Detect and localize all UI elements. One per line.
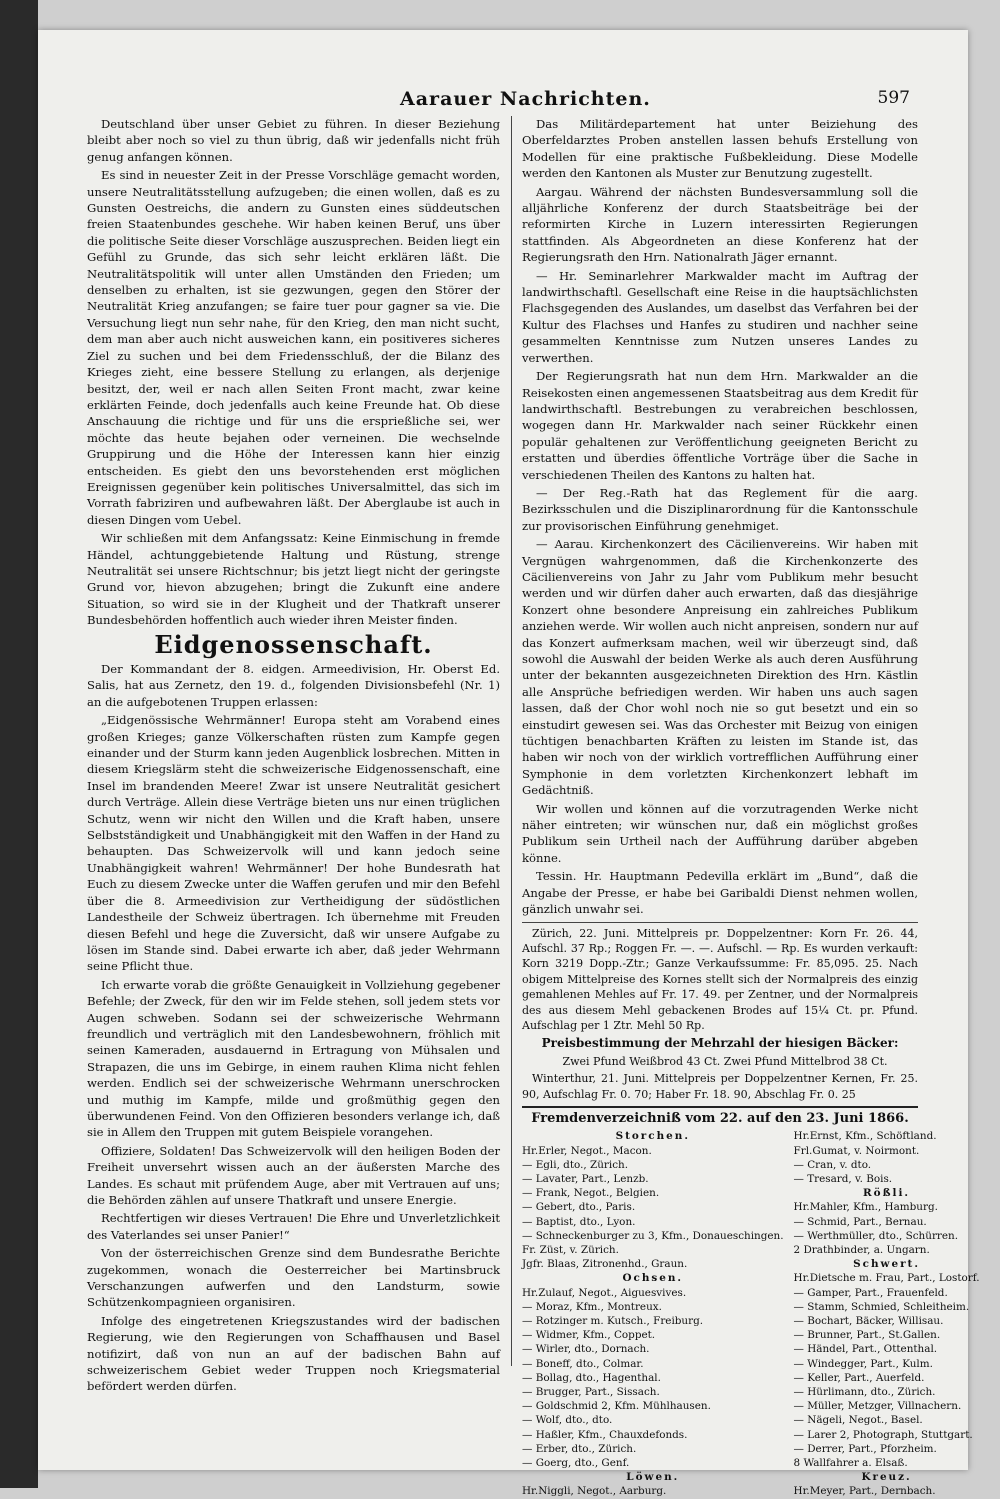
left-articles-top bbox=[87, 116, 500, 629]
hotel-name: Kreuz. bbox=[861, 1471, 912, 1484]
guest-entry: — Goerg, dto., Genf. bbox=[522, 1457, 630, 1470]
article-paragraph: Ich erwarte vorab die größte Genauigkeit in Vollziehung gegebener Befehle; der Zweck, für den wir im Felde stehen, soll jedem stets vor Augen schweben. Sodann sei der schweizerische Wehrmann freundlich und verträglich mit den Landesbewohnern, fröhlich mit seinen Kameraden, ausdauernd in Ertragung von Mühsalen und Strapazen, die uns im Gebirge, in einem rauhen Klima nicht fehlen werden. Endlich sei der schweizerische Wehrmann unerschrocken und muthig im Kampfe, milde und großmüthig gegen den überwundenen Feind. Von den Offizieren besonders verlange ich, daß sie in Allem den Truppen mit gutem Beispiele vorangehen. bbox=[87, 977, 500, 1140]
guest-entry: — Schmid, Part., Bernau. bbox=[793, 1215, 927, 1228]
guest-entry: — Müller, Metzger, Villnachern. bbox=[793, 1400, 962, 1413]
article-paragraph: — Der Reg.-Rath hat das Reglement für die aarg. Bezirksschulen und die Disziplinarordnung für die Kantonsschule zur provisorischen Einführung genehmiget. bbox=[522, 485, 918, 533]
guest-entry: Frl.Gumat, v. Noirmont. bbox=[793, 1144, 920, 1157]
market-paragraphs bbox=[522, 926, 918, 1034]
guest-entry: — Hürlimann, dto., Zürich. bbox=[793, 1386, 936, 1399]
left-articles-bottom bbox=[87, 661, 500, 1395]
right-column bbox=[522, 116, 980, 1498]
guest-entry: — Händel, Part., Ottenthal. bbox=[793, 1343, 938, 1356]
article-paragraph: Aargau. Während der nächsten Bundesversammlung soll die alljährliche Konferenz der durch Staatsbeiträge bei der reformirten Kirche in Luzern interessirten Regierungen stattfinden. Als Abgeordneten an diese Konferenz hat der Regierungsrath den Hrn. Nationalrath Jäger ernannt. bbox=[522, 184, 918, 265]
article-paragraph: Es sind in neuester Zeit in der Presse Vorschläge gemacht worden, unsere Neutralitätsstellung aufzugeben; die einen wollen, daß es zu Gunsten Oestreichs, die andern zu Gunsten eines süddeutschen freien Staatenbundes geschehe. Wir haben keinen Beruf, uns über die politische Seite dieser Vorschläge auszusprechen. Beiden liegt ein Gefühl zu Grunde, das sich sehr leicht erklären läßt. Die Neutralitätspolitik will unter allen Umständen den Frieden; um denselben zu erhalten, ist sie gezwungen, gegen den Störer der Neutralität Krieg anzufangen; se faire tuer pour gagner sa vie. Die Versuchung liegt nun sehr nahe, für den Krieg, den man nicht sucht, dem man aber auch nicht ausweichen kann, ein positiveres sicheres Ziel zu suchen und bei dem Friedensschluß, der die Bilanz des Krieges zieht, eine bessere Stellung zu erlangen, als derjenige besitzt, der, weil er nach allen Seiten Front macht, zwar keine erklärten Feinde, doch jedenfalls auch keine Freunde hat. Ob diese Anschauung die richtige und für uns die ersprießliche sei, wer möchte das heute bejahen oder verneinen. Die wechselnde Gruppirung und die Höhe der Interessen kann hier einzig entscheiden. Es giebt den uns bevorstehenden erst möglichen Ereignissen gegenüber kein politisches Universalmittel, das sich im Vorrath fabriziren und aufbewahren läßt. Der Aberglaube ist auch in diesen Dingen vom Uebel. bbox=[87, 168, 500, 527]
bread-price-line: Zwei Pfund Weißbrod 43 Ct. Zwei Pfund Mittelbrod 38 Ct. bbox=[562, 1054, 888, 1068]
article-paragraph: — Hr. Seminarlehrer Markwalder macht im Auftrag der landwirthschaftl. Gesellschaft eine Reise in die hauptsächlichsten Flachsgegenden des Auslandes, um daselbst das Verfahren bei der Kultur des Flachses und Hanfes zu studiren und nachher seine gesammelten Kenntnisse zum Nutzen unseres Landes zu verwerthen. bbox=[522, 268, 918, 365]
guest-entry: — Tresard, v. Bois. bbox=[793, 1172, 893, 1185]
guest-entry: — Frank, Negot., Belgien. bbox=[522, 1187, 660, 1200]
guest-entry: — Larer 2, Photograph, Stuttgart. bbox=[793, 1428, 973, 1441]
guest-entry: — Goldschmid 2, Kfm. Mühlhausen. bbox=[522, 1400, 711, 1413]
guest-entry: — Widmer, Kfm., Coppet. bbox=[522, 1329, 656, 1342]
guest-list-grid bbox=[522, 1129, 980, 1498]
guest-entry: Hr.Meyer, Part., Dernbach. bbox=[793, 1485, 936, 1498]
article-paragraph: Offiziere, Soldaten! Das Schweizervolk will den heiligen Boden der Freiheit unversehrt wissen auch an der äußersten Marche des Landes. Es schaut mit prüfendem Auge, aber mit Vertrauen auf uns; die Behörden zählen auf unsere Thatkraft und unsere Energie. bbox=[87, 1143, 500, 1207]
left-column bbox=[87, 116, 500, 1394]
guest-entry: — Stamm, Schmied, Schleitheim. bbox=[793, 1300, 970, 1313]
guest-entry: — Gebert, dto., Paris. bbox=[522, 1201, 636, 1214]
guest-entry: — Rotzinger m. Kutsch., Freiburg. bbox=[522, 1315, 704, 1328]
guest-entry: Hr.Ernst, Kfm., Schöftland. bbox=[793, 1130, 937, 1143]
guest-entry: — Bollag, dto., Hagenthal. bbox=[522, 1371, 661, 1384]
article-paragraph: Deutschland über unser Gebiet zu führen. In dieser Beziehung bleibt aber noch so viel zu thun übrig, daß wir jedenfalls nicht früh genug anfangen können. bbox=[87, 117, 500, 164]
section-title: Eidgenossenschaft. bbox=[154, 629, 433, 659]
guest-entry: — Gamper, Part., Frauenfeld. bbox=[793, 1286, 948, 1299]
guest-entry: — Moraz, Kfm., Montreux. bbox=[522, 1300, 662, 1313]
guest-entry: — Keller, Part., Auerfeld. bbox=[793, 1371, 925, 1384]
guest-entry: Jgfr. Blaas, Zitronenhd., Graun. bbox=[522, 1258, 688, 1271]
article-paragraph: Wir wollen und können auf die vorzutragenden Werke nicht näher eintreten; wir wünschen nur, daß ein möglichst großes Publikum sein Urtheil nach der Aufführung darüber abgeben könne. bbox=[522, 801, 918, 865]
guest-entry: Hr.Niggli, Negot., Aarburg. bbox=[522, 1485, 667, 1498]
winterthur-report: Winterthur, 21. Juni. Mittelpreis per Doppelzentner Kernen, Fr. 25. 90, Aufschlag Fr. 0. 70; Haber Fr. 18. 90, Abschlag Fr. 0. 25 bbox=[522, 1072, 918, 1101]
right-articles bbox=[522, 116, 918, 918]
guest-entry: — Wolf, dto., dto. bbox=[522, 1414, 613, 1427]
guest-list bbox=[522, 1106, 980, 1499]
guest-entry: — Brunner, Part., St.Gallen. bbox=[793, 1329, 941, 1342]
article-paragraph: „Eidgenössische Wehrmänner! Europa steht am Vorabend eines großen Krieges; ganze Völkerschaften rüsten zum Kampfe gegen einander und der Sturm kann jeden Augenblick losbrechen. Mitten in diesem Kriegslärm steht die schweizerische Eidgenossenschaft, eine Insel im brandenden Meere! Zwar ist unsere Neutralität gesichert durch Verträge. Allein diese Verträge bieten uns nur einen trüglichen Schutz, wenn wir nicht den Willen und die Kraft haben, unsere Selbstständigkeit und Unabhängigkeit mit den Waffen in der Hand zu behaupten. Das Schweizervolk will und kann jedoch seine Unabhängigkeit wahren! Wehrmänner! Der hohe Bundesrath hat Euch zu diesem Zwecke unter die Waffen gerufen und mir den Befehl über die 8. Armeedivision zur Vertheidigung der südöstlichen Landestheile der Schweiz übertragen. Ich übernehme mit Freuden diesen Befehl und hege die Zuversicht, daß wir unsere Aufgabe zu lösen im Stande sind. Dabei erwarte ich aber, daß jeder Wehrmann seine Pflicht thue. bbox=[87, 713, 500, 974]
guest-entry: Hr.Mahler, Kfm., Hamburg. bbox=[793, 1201, 938, 1214]
book-spine bbox=[0, 0, 38, 1488]
article-paragraph: Tessin. Hr. Hauptmann Pedevilla erklärt im „Bund“, daß die Angabe der Presse, er habe bei Garibaldi Dienst nehmen wollen, gänzlich unwahr sei. bbox=[522, 869, 918, 917]
guest-list-left bbox=[522, 1129, 784, 1498]
guest-list-title: Fremdenverzeichniß vom 22. auf den 23. Juni 1866. bbox=[531, 1110, 909, 1126]
article-paragraph: — Aarau. Kirchenkonzert des Cäcilienvereins. Wir haben mit Vergnügen wahrgenommen, daß die Kirchenkonzerte des Cäcilienvereins von Jahr zu Jahr vom Publikum mehr besucht werden und wir dürfen daher auch erwarten, daß das diesjährige Konzert ohne besondere Anpreisung ein zahlreiches Publikum anziehen werde. Wir wollen auch nicht anpreisen, sondern nur auf das Konzert aufmerksam machen, weil wir überzeugt sind, daß sowohl die Auswahl der beiden Werke als auch deren Ausführung unter der bekannten ausgezeichneten Direktion des Hrn. Kästlin alle Ansprüche befriedigen werden. Wir haben uns auch sagen lassen, daß der Chor wohl noch nie so gut besetzt und ein so einstudirt gewesen sei. Was das Orchester mit Beizug von einigen tüchtigen benachbarten Kräften zu leisten im Stande ist, das haben wir noch von der wirklich vortrefflichen Aufführung einer Symphonie in dem vorletzten Kirchenkonzert lebhaft im Gedächtniß. bbox=[522, 537, 918, 798]
column-divider bbox=[511, 116, 512, 1366]
market-paragraph: Zürich, 22. Juni. Mittelpreis pr. Doppelzentner: Korn Fr. 26. 44, Aufschl. 37 Rp.; Roggen Fr. —. —. Aufschl. — Rp. Es wurden verkauft: Korn 3219 Dopp.-Ztr.; Ganze Verkaufssumme: Fr. 85,095. 25. Nach obigem Mittelpreise des Kornes stellt sich der Normalpreis des einzig gemahlenen Mehles auf Fr. 17. 49. per Zentner, und der Normalpreis des aus diesem Mehl gebackenen Brodes auf 15¼ Ct. pr. Pfund. Aufschlag per 1 Ztr. Mehl 50 Rp. bbox=[522, 926, 918, 1032]
guest-entry: Hr.Erler, Negot., Macon. bbox=[522, 1144, 652, 1157]
hotel-name: Storchen. bbox=[615, 1130, 690, 1143]
article-paragraph: Wir schließen mit dem Anfangssatz: Keine Einmischung in fremde Händel, achtunggebietende Haltung und Rüstung, strenge Neutralität sei unsere Richtschnur; bis jetzt liegt nicht der geringste Grund vor, hievon abzugehen; bringt die Zukunft eine andere Situation, so wird sie in der Klugheit und der Thatkraft unserer Bundesbehörden hoffentlich auch wieder ihren Meister finden. bbox=[87, 531, 500, 628]
article-paragraph: Das Militärdepartement hat unter Beiziehung des Oberfeldarztes Proben anstellen lassen behufs Erstellung von Modellen für eine praktische Fußbekleidung. Diese Modelle werden den Kantonen als Muster zur Benutzung zugestellt. bbox=[522, 117, 918, 181]
guest-entry: 2 Drathbinder, a. Ungarn. bbox=[793, 1244, 930, 1256]
hotel-name: Schwert. bbox=[853, 1258, 920, 1271]
guest-entry: — Brugger, Part., Sissach. bbox=[522, 1386, 660, 1399]
page-number: 597 bbox=[877, 88, 910, 108]
article-paragraph: Rechtfertigen wir dieses Vertrauen! Die Ehre und Unverletzlichkeit des Vaterlandes sei unser Panier!“ bbox=[87, 1211, 500, 1242]
masthead: Aarauer Nachrichten. bbox=[400, 88, 651, 110]
guest-entry: — Werthmüller, dto., Schürren. bbox=[793, 1229, 959, 1242]
guest-entry: — Schneckenburger zu 3, Kfm., Donaueschingen. bbox=[522, 1229, 784, 1242]
guest-entry: Hr.Zulauf, Negot., Aiguesvives. bbox=[522, 1286, 687, 1299]
article-paragraph: Infolge des eingetretenen Kriegszustandes wird der badischen Regierung, wie den Regierungen von Schaffhausen und Basel notifizirt, daß von nun an auf der badischen Bahn auf schweizerischem Gebiet weder Truppen noch Kriegsmaterial befördert werden dürfen. bbox=[87, 1313, 500, 1394]
guest-entry: Hr.Dietsche m. Frau, Part., Lostorf. bbox=[793, 1272, 980, 1285]
article-paragraph: Der Regierungsrath hat nun dem Hrn. Markwalder an die Reisekosten einen angemessenen Staatsbeitrag aus dem Kredit für landwirthschaftl. Bestrebungen zu verabreichen beschlossen, wogegen dann Hr. Markwalder nach seiner Rückkehr einen populär gehaltenen zur Veröffentlichung geeigneten Bericht zu erstatten und überdies öffentliche Vorträge über die Sache in verschiedenen Theilen des Kantons zu halten hat. bbox=[522, 369, 918, 482]
guest-entry: Fr. Züst, v. Zürich. bbox=[522, 1244, 619, 1256]
guest-entry: — Lavater, Part., Lenzb. bbox=[522, 1172, 649, 1185]
guest-list-right bbox=[794, 1129, 980, 1498]
hotel-name: Ochsen. bbox=[622, 1272, 684, 1285]
guest-entry: — Erber, dto., Zürich. bbox=[522, 1442, 637, 1455]
article-paragraph: Von der österreichischen Grenze sind dem Bundesrathe Berichte zugekommen, wonach die Oesterreicher bei Martinsbruck Verschanzungen aufwerfen und den Landsturm, sowie Schützenkompagnieen organisiren. bbox=[87, 1246, 500, 1310]
bread-price-title: Preisbestimmung der Mehrzahl der hiesigen Bäcker: bbox=[541, 1036, 899, 1051]
page-header bbox=[70, 86, 910, 114]
guest-entry: — Bochart, Bäcker, Willisau. bbox=[793, 1315, 944, 1328]
guest-entry: — Nägeli, Negot., Basel. bbox=[793, 1414, 923, 1427]
guest-entry: — Egli, dto., Zürich. bbox=[522, 1158, 629, 1171]
guest-entry: — Wirler, dto., Dornach. bbox=[522, 1343, 650, 1356]
guest-entry: — Boneff, dto., Colmar. bbox=[522, 1357, 644, 1370]
guest-entry: — Windegger, Part., Kulm. bbox=[793, 1357, 933, 1370]
guest-entry: 8 Wallfahrer a. Elsaß. bbox=[793, 1457, 908, 1470]
guest-entry: — Baptist, dto., Lyon. bbox=[522, 1215, 636, 1228]
guest-entry: — Haßler, Kfm., Chauxdefonds. bbox=[522, 1428, 688, 1441]
hotel-name: Rößli. bbox=[863, 1187, 911, 1200]
market-report bbox=[522, 922, 918, 1102]
guest-entry: — Cran, v. dto. bbox=[793, 1158, 872, 1171]
article-paragraph: Der Kommandant der 8. eidgen. Armeedivision, Hr. Oberst Ed. Salis, hat aus Zernetz, den 19. d., folgenden Divisionsbefehl (Nr. 1) an die aufgebotenen Truppen erlassen: bbox=[87, 662, 500, 709]
hotel-name: Löwen. bbox=[626, 1471, 680, 1484]
guest-entry: — Derrer, Part., Pforzheim. bbox=[793, 1442, 937, 1455]
